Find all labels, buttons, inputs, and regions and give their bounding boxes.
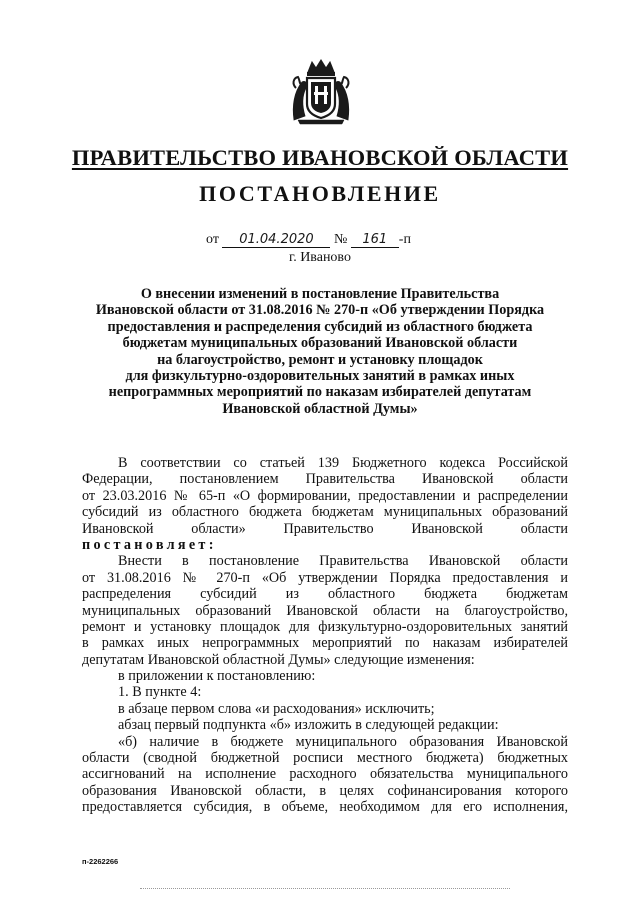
document-body	[82, 455, 568, 816]
body-line: ремонт и установку площадок для физкультурно-оздоровительных занятий	[82, 618, 568, 635]
title-line: для физкультурно-оздоровительных занятий в рамках иных	[125, 368, 515, 385]
body-line: ассигнований на исполнение расходного обязательства муниципального	[82, 766, 568, 783]
title-line: непрограммных мероприятий по наказам избирателей депутатам	[108, 384, 532, 401]
body-line: муниципальных образований Ивановской области на благоустройство,	[82, 602, 568, 619]
body-line: в рамках иных непрограммных мероприятий по наказам избирателей	[82, 635, 568, 652]
coat-of-arms-icon	[290, 58, 352, 126]
body-line: от 23.03.2016 № 65-п «О формировании, предоставлении и распределении	[82, 487, 568, 504]
body-line: в абзаце первом слова «и расходования» исключить;	[118, 700, 435, 717]
handwritten-number: 161	[351, 233, 399, 248]
body-line: распределения субсидий из областного бюджета бюджетам	[82, 586, 568, 603]
document-title	[70, 286, 570, 417]
issuing-authority: ПРАВИТЕЛЬСТВО ИВАНОВСКОЙ ОБЛАСТИ	[71, 145, 569, 170]
date-prefix: от	[206, 232, 219, 247]
body-line: образования Ивановской области, в целях софинансирования которого	[82, 782, 568, 799]
body-line: в приложении к постановлению:	[118, 668, 316, 685]
document-code: п-2262266	[82, 857, 119, 866]
resolution-word: постановляет:	[82, 536, 217, 553]
body-line: В соответствии со статьей 139 Бюджетного кодекса Российской	[118, 455, 568, 471]
body-line: Федерации, постановлением Правительства Ивановской области	[82, 471, 568, 488]
handwritten-date: 01.04.2020	[222, 233, 330, 248]
title-line: О внесении изменений в постановление Правительства	[140, 286, 500, 302]
body-line: предоставляется субсидия, в объеме, необходимом для его исполнения,	[82, 799, 568, 816]
date-number-line	[206, 232, 411, 248]
number-sign: №	[333, 232, 348, 247]
body-line: «б) наличие в бюджете муниципального образования Ивановской	[118, 733, 568, 750]
body-line: абзац первый подпункта «б» изложить в следующей редакции:	[118, 717, 499, 734]
body-line: субсидий из областного бюджета бюджетам муниципальных образований	[82, 504, 568, 521]
title-line: Ивановской областной Думы»	[222, 400, 418, 417]
number-suffix: -п	[398, 232, 411, 247]
body-line: депутатам Ивановской областной Думы» следующие изменения:	[82, 651, 475, 668]
body-line: от 31.08.2016 № 270-п «Об утверждении Порядка предоставления и	[82, 569, 568, 586]
document-type: ПОСТАНОВЛЕНИЕ	[199, 181, 441, 206]
title-line: бюджетам муниципальных образований Ивановской области	[122, 335, 518, 352]
title-line: предоставления и распределения субсидий из областного бюджета	[107, 318, 533, 335]
title-line: Ивановской области от 31.08.2016 № 270-п «Об утверждении Порядка	[95, 302, 545, 319]
title-line: на благоустройство, ремонт и установку площадок	[157, 351, 483, 368]
city-line: г. Иваново	[289, 250, 351, 265]
body-line: Ивановской области» Правительство Ивановской области	[82, 520, 568, 537]
scan-artifact-line	[140, 888, 510, 891]
body-line: 1. В пункте 4:	[118, 684, 202, 701]
body-line: области (сводной бюджетной росписи местного бюджета) бюджетных	[82, 750, 568, 767]
body-line: Внести в постановление Правительства Ивановской области	[118, 553, 568, 570]
